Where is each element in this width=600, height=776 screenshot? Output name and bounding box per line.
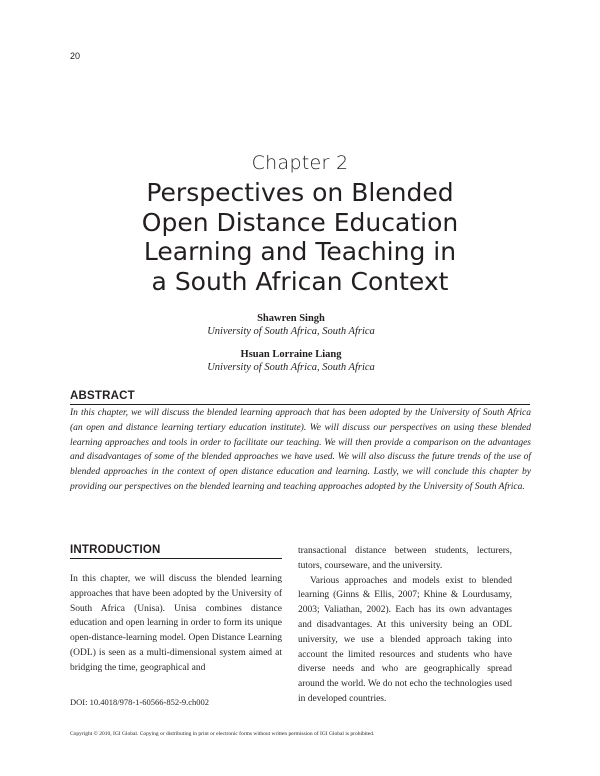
abstract-text: In this chapter, we will discuss the blended learning approach that has been adopted by the University of South Africa (an open and distance learning tertiary education institute). We will discuss our perspectives on using these blended learning approaches and tools in order to facilitate our teaching. We will then provide a comparison on the advantages and disadvantages of some of the blended approaches we have used. We will also discuss the future trends of the use of blended approaches in the context of open distance education and learning. Lastly, we will conclude this chapter by providing our perspectives on the blended learning and teaching approaches adopted by the University of South Africa.	[70, 408, 531, 492]
title-line: Open Distance Education	[141, 207, 459, 237]
author-affiliation: University of South Africa, South Africa	[207, 362, 375, 373]
title-line: a South African Context	[151, 266, 449, 296]
doi: DOI: 10.4018/978-1-60566-852-9.ch002	[70, 697, 210, 707]
author-name: Hsuan Lorraine Liang	[240, 349, 342, 360]
introduction-left-column	[70, 572, 282, 676]
author-name: Shawren Singh	[257, 313, 325, 324]
chapter-label: Chapter 2	[251, 152, 349, 174]
introduction-right-column	[298, 544, 512, 707]
introduction-rule	[70, 558, 282, 559]
paragraph: Various approaches and models exist to blended learning (Ginns & Ellis, 2007; Khine & Lourdusamy, 2003; Valiathan, 2002). Each has its own advantages and disadvantages. At this university being an ODL university, we use a blended approach taking into account the limited resources and students who have diverse needs and who are geographically spread around the world. We do not echo the technologies used in developed countries.	[298, 575, 512, 704]
title-line: Perspectives on Blended	[146, 178, 454, 207]
paragraph: In this chapter, we will discuss the blended learning approaches that have been adopted by the University of South Africa (Unisa). Unisa combines distance education and open learning in order to form its unique open-distance-learning model. Open Distance Learning (ODL) is seen as a multi-dimensional system aimed at bridging the time, geographical and	[70, 574, 282, 673]
introduction-heading: INTRODUCTION	[70, 544, 161, 556]
chapter-title	[80, 178, 520, 296]
abstract-rule	[70, 404, 530, 405]
abstract-heading: ABSTRACT	[70, 390, 135, 402]
page-number: 20	[70, 51, 81, 61]
copyright-notice: Copyright © 2010, IGI Global. Copying or distributing in print or electronic forms without written permission of IGI Global is prohibited.	[70, 731, 375, 737]
title-line: Learning and Teaching in	[143, 237, 457, 266]
paragraph: transactional distance between students, lecturers, tutors, courseware, and the university.	[298, 546, 512, 571]
author-affiliation: University of South Africa, South Africa	[207, 326, 375, 337]
